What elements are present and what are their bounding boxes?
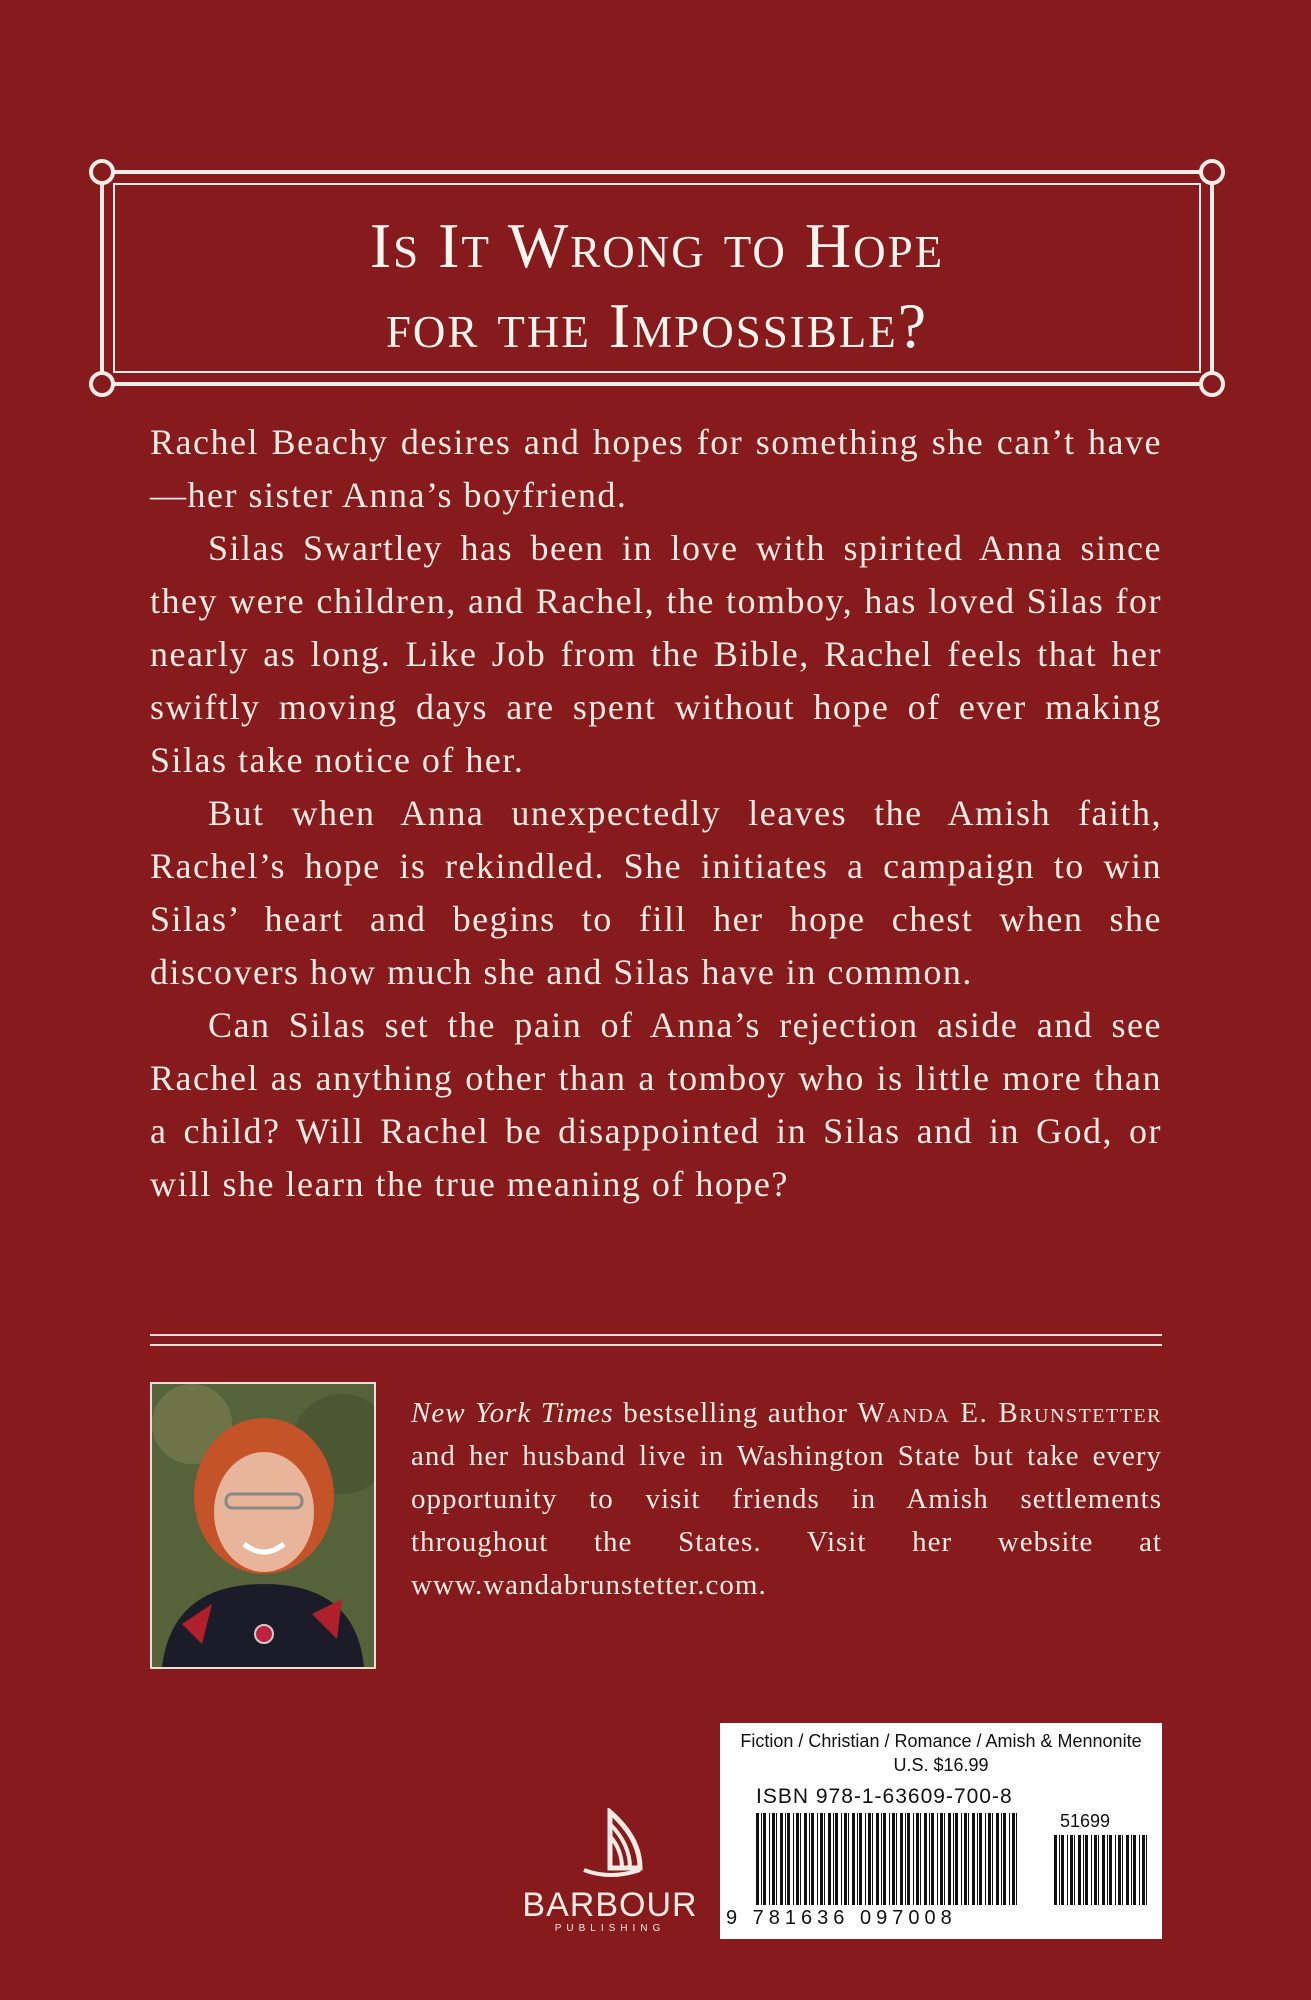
bio-author-name: Wanda E. Brunstetter <box>857 1397 1162 1429</box>
bio-publication: New York Times <box>411 1397 614 1429</box>
frame-corner-ornament <box>1199 371 1225 397</box>
barcode-bar <box>1126 1835 1129 1905</box>
barcode-bar <box>1009 1813 1010 1905</box>
blurb-paragraph: Silas Swartley has been in love with spirited Anna since they were children, and Rachel, the tomboy, has loved Silas for nearly as long. Like Job from the Bible, Rachel feels that her swiftly moving days are spent without hope of ever making Silas take notice of her. <box>150 528 1162 780</box>
isbn-barcode <box>756 1813 1024 1905</box>
barcode-bar <box>1054 1835 1057 1905</box>
publisher-subtitle: PUBLISHING <box>554 1923 666 1934</box>
barcode-bar <box>1091 1835 1092 1905</box>
ship-sail-icon <box>570 1808 650 1878</box>
barcode-bar <box>769 1813 770 1905</box>
barcode-price: U.S. $16.99 <box>893 1755 989 1775</box>
barcode-bar <box>905 1813 906 1905</box>
barcode-bar <box>937 1813 938 1905</box>
barcode-bar <box>1059 1835 1060 1905</box>
barcode-bar <box>1016 1813 1017 1905</box>
divider-rule <box>150 1344 1162 1346</box>
barcode-bar <box>1083 1835 1084 1905</box>
barcode-bar <box>761 1813 762 1905</box>
barcode-isbn: ISBN 978-1-63609-700-8 <box>756 1785 1013 1808</box>
barcode-bar <box>1102 1835 1105 1905</box>
barcode-price-code: 51699 <box>1060 1811 1111 1831</box>
barcode-bar <box>992 1813 993 1905</box>
barcode-bar <box>1115 1835 1116 1905</box>
barcode-bar <box>828 1813 831 1905</box>
barcode-bar <box>1012 1813 1015 1905</box>
blurb-paragraph: Rachel Beachy desires and hopes for something she can’t have—her sister Anna’s boyfriend. <box>150 422 1162 515</box>
barcode-bar <box>841 1813 842 1905</box>
price-barcode <box>1054 1835 1154 1905</box>
barcode-bar <box>1118 1835 1121 1905</box>
barcode-bar <box>920 1813 921 1905</box>
barcode-bar <box>961 1813 962 1905</box>
barcode-bar <box>824 1813 825 1905</box>
barcode-bar <box>955 1813 958 1905</box>
blurb <box>150 416 1162 1211</box>
author-portrait-illustration <box>152 1384 374 1667</box>
barcode-bar <box>1109 1835 1112 1905</box>
frame-corner-ornament <box>1199 159 1225 185</box>
barcode-bar <box>756 1813 759 1905</box>
barcode-bar <box>1074 1835 1075 1905</box>
barcode-bar <box>817 1813 818 1905</box>
barcode-bar <box>1133 1835 1136 1905</box>
blurb-paragraph: But when Anna unexpectedly leaves the Amish faith, Rachel’s hope is rekindled. She initiates a campaign to win Silas’ heart and begins to fill her hope chest when she discovers how much she and Silas have in common. <box>150 793 1162 992</box>
barcode-bar <box>892 1813 895 1905</box>
barcode-bar <box>944 1813 945 1905</box>
barcode-bar <box>889 1813 890 1905</box>
barcode-bar <box>988 1813 991 1905</box>
barcode-bar <box>1098 1835 1099 1905</box>
headline-line-1: Is It Wrong to Hope <box>369 210 945 281</box>
barcode-bar <box>772 1813 775 1905</box>
barcode-bar <box>1107 1835 1108 1905</box>
barcode-digits: 9 781636 097008 <box>726 1907 957 1929</box>
barcode-bar <box>1078 1835 1081 1905</box>
frame-corner-ornament <box>89 371 115 397</box>
barcode-bar <box>848 1813 849 1905</box>
barcode-bar <box>883 1813 886 1905</box>
barcode-bar <box>785 1813 786 1905</box>
headline <box>104 206 1210 366</box>
barcode-panel <box>720 1723 1162 1939</box>
barcode-bar <box>865 1813 866 1905</box>
barcode-bar <box>964 1813 967 1905</box>
publisher-logo <box>520 1808 700 1934</box>
barcode-bar <box>977 1813 978 1905</box>
barcode-bar <box>948 1813 951 1905</box>
barcode-bar <box>953 1813 954 1905</box>
barcode-bar <box>793 1813 794 1905</box>
barcode-bar <box>835 1813 838 1905</box>
barcode-bar <box>1061 1835 1064 1905</box>
barcode-bar <box>968 1813 969 1905</box>
barcode-bar <box>804 1813 807 1905</box>
barcode-bar <box>809 1813 810 1905</box>
frame-corner-ornament <box>89 159 115 185</box>
barcode-bar <box>972 1813 975 1905</box>
barcode-category: Fiction / Christian / Romance / Amish & Mennonite <box>740 1731 1142 1751</box>
barcode-bar <box>916 1813 919 1905</box>
barcode-bar <box>859 1813 862 1905</box>
barcode-bar <box>907 1813 910 1905</box>
barcode-bar <box>833 1813 834 1905</box>
barcode-bar <box>979 1813 982 1905</box>
barcode-bar <box>1001 1813 1002 1905</box>
barcode-bar <box>787 1813 790 1905</box>
barcode-bar <box>1122 1835 1123 1905</box>
barcode-bar <box>985 1813 986 1905</box>
author-bio <box>411 1392 1162 1607</box>
divider-rule <box>150 1334 1162 1336</box>
barcode-bar <box>800 1813 801 1905</box>
publisher-name: BARBOUR <box>522 1886 698 1924</box>
bio-text: and her husband live in Washington State but take every opportunity to visit friends in Amish settlements throughout the States. Visit her website at www.wandabrunstetter.com. <box>411 1440 1162 1601</box>
barcode-bar <box>780 1813 783 1905</box>
barcode-bar <box>811 1813 814 1905</box>
barcode-bar <box>1131 1835 1132 1905</box>
barcode-bar <box>996 1813 999 1905</box>
barcode-bar <box>857 1813 858 1905</box>
barcode-bar <box>931 1813 934 1905</box>
barcode-bar <box>1070 1835 1073 1905</box>
barcode-bar <box>852 1813 855 1905</box>
barcode-bar <box>881 1813 882 1905</box>
barcode-bar <box>1094 1835 1097 1905</box>
barcode-bar <box>876 1813 879 1905</box>
barcode-bar <box>1139 1835 1140 1905</box>
barcode-bar <box>1067 1835 1068 1905</box>
barcode-bar <box>1146 1835 1147 1905</box>
barcode-bar <box>929 1813 930 1905</box>
barcode-bar <box>776 1813 777 1905</box>
barcode-bar <box>1003 1813 1006 1905</box>
barcode-bar <box>796 1813 799 1905</box>
title-frame <box>100 170 1214 386</box>
barcode-bar <box>913 1813 914 1905</box>
barcode-bar <box>900 1813 903 1905</box>
barcode-bar <box>896 1813 897 1905</box>
barcode-bar <box>924 1813 927 1905</box>
barcode-bar <box>872 1813 873 1905</box>
headline-line-2: for the Impossible? <box>385 290 929 361</box>
barcode-bar <box>940 1813 943 1905</box>
barcode-bar <box>820 1813 823 1905</box>
barcode-bar <box>1142 1835 1145 1905</box>
blurb-paragraph: Can Silas set the pain of Anna’s rejection aside and see Rachel as anything other than a tomboy who is little more than a child? Will Rachel be disappointed in Silas and in God, or will she learn the true meaning of hope? <box>150 1005 1162 1204</box>
barcode-bar <box>868 1813 871 1905</box>
barcode-bar <box>763 1813 766 1905</box>
barcode-bar <box>1085 1835 1088 1905</box>
author-photo <box>150 1382 376 1669</box>
bio-text: bestselling author <box>613 1397 858 1429</box>
barcode-bar <box>844 1813 847 1905</box>
